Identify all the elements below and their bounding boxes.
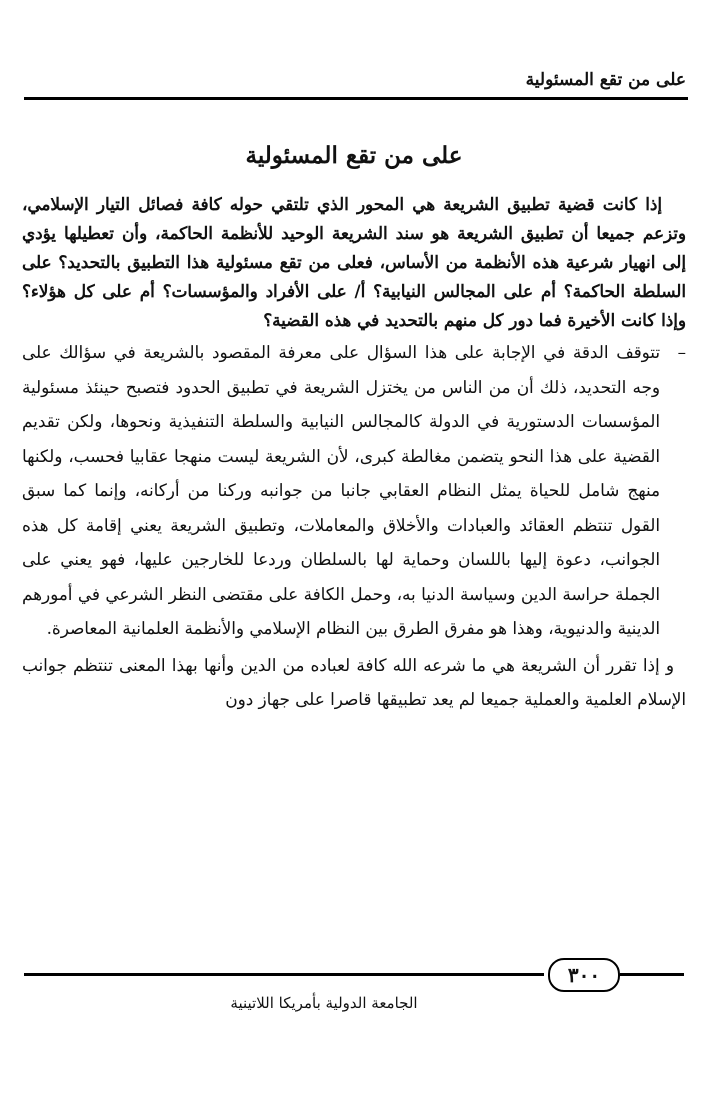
body-text	[22, 190, 686, 717]
footer-institution: الجامعة الدولية بأمريكا اللاتينية	[230, 994, 418, 1012]
closing-paragraph: و إذا تقرر أن الشريعة هي ما شرعه الله كافة لعباده من الدين وأنها بهذا المعنى تنتظم جوانب الإسلام العلمية والعملية جميعا لم يعد تطبيقها قاصرا على جهاز دون	[22, 654, 686, 709]
intro-paragraph: إذا كانت قضية تطبيق الشريعة هي المحور الذي تلتقي حوله كافة فصائل التيار الإسلامي، وتزعم جميعا أن تطبيق الشريعة هو سند الشريعة الوحيد للأنظمة الحاكمة، وأن تعطيلها يؤدي إلى انهيار شرعية هذه الأنظمة من الأساس، فعلى من تقع مسئولية هذا التطبيق بالتحديد؟ على السلطة الحاكمة؟ أم على المجالس النيابية؟ أ/ على الأفراد والمؤسسات؟ أم على كل هؤلاء؟ وإذا كانت الأخيرة فما دور كل منهم بالتحديد في هذه القضية؟	[22, 194, 686, 330]
running-header-title: على من تقع المسئولية	[525, 70, 686, 90]
dash-bullet: –	[677, 342, 686, 362]
section-title: على من تقع المسئولية	[245, 142, 463, 169]
answer-point	[22, 335, 686, 646]
footer-rule-right	[620, 973, 684, 976]
header-rule	[24, 97, 688, 100]
footer-rule-left	[24, 973, 544, 976]
answer-point-text: تتوقف الدقة في الإجابة على هذا السؤال على معرفة المقصود بالشريعة في سؤالك على وجه التحديد، ذلك أن من الناس من يختزل الشريعة في تطبيق الحدود فتصبح حينئذ مسئولية المؤسسات الدستورية في الدولة كالمجالس النيابية والسلطة التنفيذية ونحوها، ولكن تقديم القضية على هذا النحو يتضمن مغالطة كبرى، لأن الشريعة ليست منهجا عقابيا فحسب، ولكنها منهج شامل للحياة يمثل النظام العقابي جانبا من جوانبه وركنا من أركانه، وإنما كما سبق القول تنتظم العقائد والعبادات والأخلاق والمعاملات، وتطبيق الشريعة يعني إقامة كل هذه الجوانب، دعوة إليها باللسان وحماية لها بالسلطان وردعا للخارجين عليها، فهو يعني على الجملة حراسة الدين وسياسة الدنيا به، وحمل الكافة على مقتضى النظر الشرعي في أمورهم الدينية والدنيوية، وهذا هو مفرق الطرق بين النظام الإسلامي والأنظمة العلمانية المعاصرة.	[22, 342, 660, 638]
page-number: ٣٠٠	[548, 958, 620, 992]
